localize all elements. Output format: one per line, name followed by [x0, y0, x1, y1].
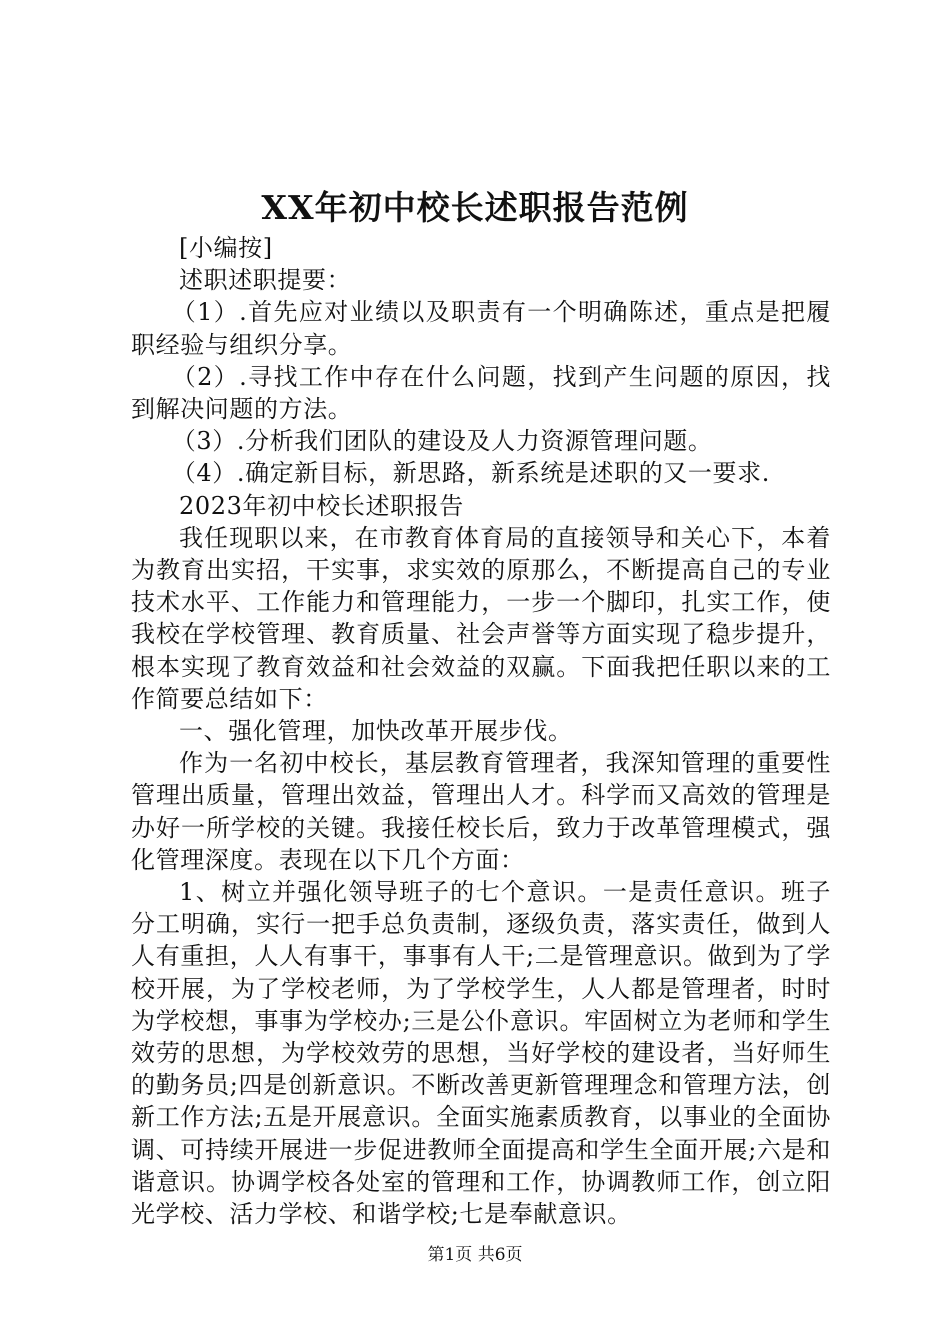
summary-point-4: （4）.确定新目标，新思路，新系统是述职的又一要求. [171, 459, 770, 488]
document-body [131, 232, 831, 1230]
summary-heading: 述职述职提要： [179, 266, 352, 295]
summary-point-2: （2）.寻找工作中存在什么问题，找到产生问题的原因，找到解决问题的方法。 [131, 362, 831, 424]
page-footer: 第1页 共6页 [427, 1245, 523, 1265]
summary-point-1: （1）.首先应对业绩以及职责有一个明确陈述，重点是把履职经验与组织分享。 [131, 298, 831, 359]
seven-awareness-paragraph: 1、树立并强化领导班子的七个意识。一是责任意识。班子分工明确，实行一把手总负责制，逐级负责，落实责任，做到人人有重担，人人有事干，事事有人干;二是管理意识。做到为了学校开展，为了学校老师，为了学校学生，人人都是管理者，时时为学校想，事事为学校办;三是公仆意识。牢固树立为老师和学生效劳的思想，为学校效劳的思想，当好学校的建设者，当好师生的勤务员;四是创新意识。不断改善更新管理理念和管理方法，创新工作方法;五是开展意识。全面实施素质教育，以事业的全面协调、可持续开展进一步促进教师全面提高和学生全面开展;六是和谐意识。协调学校各处室的管理和工作，协调教师工作，创立阳光学校、活力学校、和谐学校;七是奉献意识。 [131, 878, 831, 1229]
management-paragraph: 作为一名初中校长，基层教育管理者，我深知管理的重要性管理出质量，管理出效益，管理出人才。科学而又高效的管理是办好一所学校的关键。我接任校长后，致力于改革管理模式，强化管理深度。表现在以下几个方面： [131, 749, 831, 874]
section-heading-1: 一、强化管理，加快改革开展步伐。 [179, 717, 573, 746]
summary-point-3: （3）.分析我们团队的建设及人力资源管理问题。 [171, 427, 713, 456]
intro-paragraph: 我任现职以来，在市教育体育局的直接领导和关心下，本着为教育出实招，干实事，求实效的原那么，不断提高自己的专业技术水平、工作能力和管理能力，一步一个脚印，扎实工作，使我校在学校管理、教育质量、社会声誉等方面实现了稳步提升，根本实现了教育效益和社会效益的双赢。下面我把任职以来的工作简要总结如下： [131, 523, 831, 713]
document-title: XX年初中校长述职报告范例 [261, 188, 689, 227]
editor-note: [小编按] [179, 234, 273, 262]
report-subtitle: 2023年初中校长述职报告 [179, 491, 464, 520]
